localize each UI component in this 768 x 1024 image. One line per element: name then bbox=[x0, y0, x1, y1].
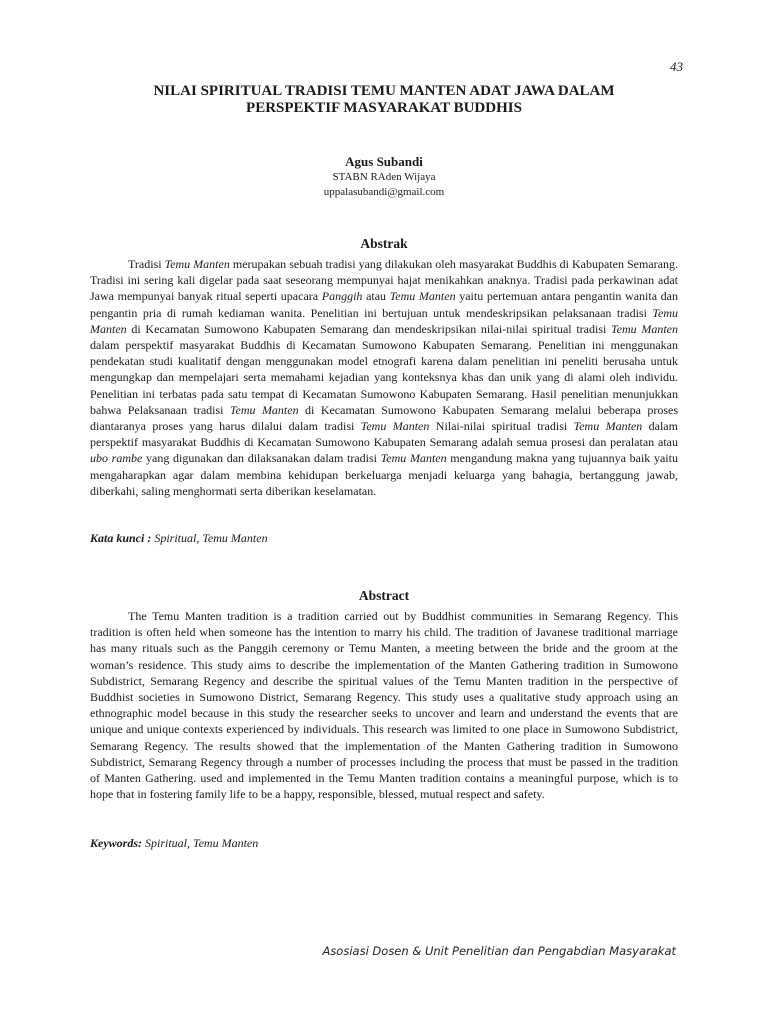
italic-term: Panggih bbox=[321, 289, 363, 304]
italic-term: Temu Manten bbox=[360, 419, 430, 434]
italic-term: Temu Manten bbox=[573, 419, 643, 434]
abstrak-text-segment: yang digunakan dan dilaksanakan dalam tradisi bbox=[142, 451, 381, 466]
italic-term: Temu Manten bbox=[380, 451, 447, 466]
keywords-value-en: Spiritual, Temu Manten bbox=[142, 836, 259, 850]
abstrak-keywords bbox=[90, 531, 678, 546]
italic-term: Temu Manten bbox=[90, 305, 678, 336]
italic-term: Temu Manten bbox=[389, 289, 456, 304]
italic-term: Temu Manten bbox=[611, 321, 678, 336]
abstract-body bbox=[90, 608, 678, 802]
paper-title bbox=[90, 83, 678, 117]
abstrak-paragraph bbox=[90, 256, 678, 499]
title-line-1: NILAI SPIRITUAL TRADISI TEMU MANTEN ADAT JAWA DALAM bbox=[153, 83, 615, 99]
keywords-label: Kata kunci : bbox=[90, 531, 152, 545]
author-affiliation: STABN RAden Wijaya bbox=[332, 171, 436, 183]
keywords-value: Spiritual, Temu Manten bbox=[151, 531, 268, 545]
title-line-2: PERSPEKTIF MASYARAKAT BUDDHIS bbox=[246, 100, 522, 116]
author-name: Agus Subandi bbox=[345, 154, 423, 169]
footer-publisher: Asosiasi Dosen & Unit Penelitian dan Pengabdian Masyarakat bbox=[322, 944, 676, 958]
keywords-label-en: Keywords: bbox=[90, 836, 142, 850]
abstrak-text-segment: yaitu pertemuan antara pengantin wanita dan pengantin pria di rumah kediaman wanita. Penelitian ini bertujuan untuk mendeskripsikan pelaksanaan tradisi bbox=[90, 289, 678, 320]
abstrak-heading: Abstrak bbox=[360, 236, 408, 251]
abstrak-text-segment: merupakan sebuah tradisi yang dilakukan oleh masyarakat Buddhis di Kabupaten Semarang. Tradisi ini sering kali digelar pada saat seseorang mempunyai hajat menikahkan anaknya. Tradisi pada perkawinan adat Jawa mempunyai banyak ritual seperti upacara bbox=[90, 257, 678, 304]
abstrak-text-segment: atau bbox=[362, 289, 390, 304]
abstract-heading: Abstract bbox=[358, 588, 410, 603]
author-email: uppalasubandi@gmail.com bbox=[323, 186, 445, 198]
abstrak-text-segment: Nilai-nilai spiritual tradisi bbox=[429, 419, 574, 434]
italic-term: ubo rambe bbox=[90, 451, 143, 466]
abstrak-body bbox=[90, 256, 678, 499]
abstract-paragraph: The Temu Manten tradition is a tradition carried out by Buddhist communities in Semarang Regency. This tradition is often held when someone has the intention to marry his child. The tradition of Javanese traditional marriage has many rituals such as the Panggih ceremony or Temu Manten, a meeting between the bride and the groom at the woman’s residence. This study aims to describe the implementation of the Manten Gathering tradition in Sumowono Subdistrict, Semarang Regency and describe the spiritual values of the Temu Manten tradition in the perspective of Buddhist societies in Sumowono District, Semarang Regency. This study uses a qualitative study approach using an ethnographic model because in this study the researcher seeks to uncover and learn and understand the events that are unique and unique contexts experienced by individuals. This research was limited to one place in Sumowono Subdistrict, Semarang Regency. The results showed that the implementation of the Manten Gathering tradition in Sumowono Subdistrict, Semarang Regency through a number of processes including the process that must be passed in the tradition of Manten Gathering. used and implemented in the Temu Manten tradition contains a meaningful purpose, which is to hope that in fostering family life to be a happy, responsible, blessed, mutual respect and safety. bbox=[90, 609, 678, 802]
abstrak-text-segment: di Kecamatan Sumowono Kabupaten Semarang dan mendeskripsikan nilai-nilai spiritual tradisi bbox=[126, 321, 612, 336]
author-block bbox=[90, 154, 678, 200]
page-number: 43 bbox=[670, 59, 683, 74]
abstrak-text-segment: dalam perspektif masyarakat Buddhis di Kecamatan Sumowono Kabupaten Semarang adalah semua prosesi dan peralatan atau bbox=[90, 419, 678, 450]
abstrak-text-segment: Tradisi bbox=[128, 257, 165, 271]
abstract-keywords bbox=[90, 836, 678, 851]
abstrak-text-segment: dalam perspektif masyarakat Buddhis di Kecamatan Sumowono Kabupaten Semarang. Penelitian ini menggunakan pendekatan studi kualitatif dengan menggunakan model etnografi karena dalam penelitian ini peneliti berusaha untuk mengungkap dan mempelajari serta memahami kejadian yang konteksnya khas dan unik yang di alami oleh individu. Penelitian ini terbatas pada satu tempat di Kecamatan Sumowono Kabupaten Semarang. Hasil penelitian menunjukkan bahwa Pelaksanaan tradisi bbox=[90, 338, 678, 417]
italic-term: Temu Manten bbox=[229, 402, 299, 417]
abstrak-text-segment: mengandung makna yang tujuannya baik yaitu mengaharapkan agar dalam membina kehidupan berkeluarga menjadi keluarga yang bahagia, bertanggung jawab, diberkahi, saling menghormati serta diberikan keselamatan. bbox=[90, 451, 678, 498]
abstrak-text-segment: di Kecamatan Sumowono Kabupaten Semarang melalui beberapa proses diantaranya proses yang harus dilalui dalam tradisi bbox=[90, 402, 678, 434]
italic-term: Temu Manten bbox=[164, 257, 230, 271]
